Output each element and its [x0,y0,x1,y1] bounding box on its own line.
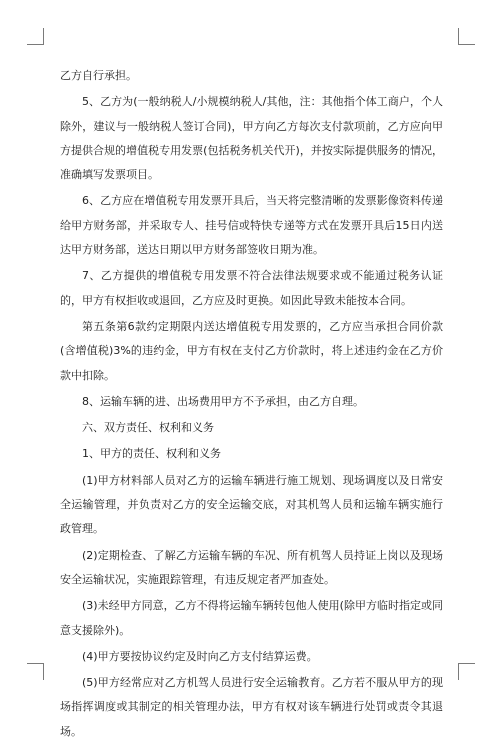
paragraph-clause-7: 7、乙方提供的增值税专用发票不符合法律法规要求或不能通过税务认证的，甲方有权拒收或退回，乙方应及时更换。如因此导致未能按本合同。 [60,269,443,307]
paragraph-item-4: (4)甲方要按协议约定及时向乙方支付结算运费。 [82,649,318,663]
crop-mark-top-right [458,28,475,45]
paragraph-article-5-penalty: 第五条第6款约定期限内送达增值税专用发票的，乙方应当承担合同价款(含增值税)3%的违约金，甲方有权在支付乙方价款时，将上述违约金在乙方价款中扣除。 [60,319,443,382]
document-body [60,64,443,746]
paragraph-continuation: 乙方自行承担。 [60,69,137,82]
subsection-heading-party-a: 1、甲方的责任、权利和义务 [82,447,221,461]
paragraph-clause-8: 8、运输车辆的进、出场费用甲方不予承担，由乙方自理。 [82,394,364,408]
paragraph-clause-6: 6、乙方应在增值税专用发票开具后，当天将完整清晰的发票影像资料传递给甲方财务部，并采取专人、挂号信或特快专递等方式在发票开具后15日内送达甲方财务部，送达日期以甲方财务部签收日期为准。 [60,194,443,257]
crop-mark-bottom-left [27,663,44,680]
paragraph-item-2: (2)定期检查、了解乙方运输车辆的车况、所有机驾人员持证上岗以及现场安全运输状况，实施跟踪管理，有违反规定者严加查处。 [60,548,443,586]
paragraph-item-3: (3)未经甲方同意，乙方不得将运输车辆转包他人使用(除甲方临时指定或同意支援除外)。 [60,599,443,637]
section-heading-responsibilities: 六、双方责任、权利和义务 [82,421,214,435]
crop-mark-bottom-right [458,663,475,680]
paragraph-clause-5: 5、乙方为(一般纳税人/小规模纳税人/其他，注：其他指个体工商户，个人除外，建议与一般纳税人签订合同)，甲方向乙方每次支付款项前，乙方应向甲方提供合规的增值税专用发票(包括税务机关代开)，并按实际提供服务的情况，准确填写发票项目。 [60,95,443,182]
crop-mark-top-left [27,28,44,45]
paragraph-item-5: (5)甲方经常应对乙方机驾人员进行安全运输教育。乙方若不服从甲方的现场指挥调度或其制定的相关管理办法，甲方有权对该车辆进行处罚或责令其退场。 [60,676,443,738]
paragraph-item-1: (1)甲方材料部人员对乙方的运输车辆进行施工规划、现场调度以及日常安全运输管理，并负责对乙方的安全运输交底，对其机驾人员和运输车辆实施行政管理。 [60,473,443,536]
